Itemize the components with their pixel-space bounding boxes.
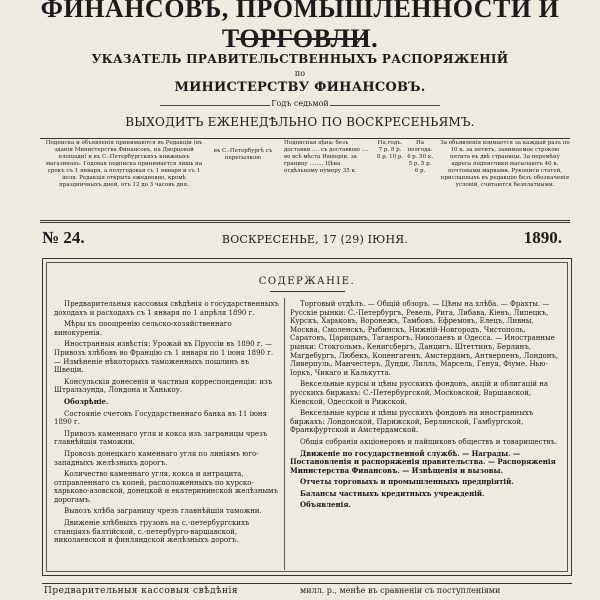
contents-item [290, 478, 560, 487]
contents-right-column [290, 300, 560, 513]
contents-item [290, 450, 560, 476]
info-bottom-rule-double [40, 222, 570, 223]
contents-item: Провозъ донецкаго каменнаго угля по линіямъ юго-западныхъ желѣзныхъ дорогъ. [54, 449, 259, 467]
contents-item: Мѣры къ поощренію сельско-хозяйственнаго винокуренія. [54, 320, 232, 337]
contents-item: Консульскія донесенія и частныя корреспонденціи: изъ Штральзунда, Лондона и Ханькоу. [54, 377, 273, 395]
issue-number: № 24. [42, 228, 85, 247]
contents-item-bold: Балансы частныхъ кредитныхъ учрежденій. [300, 488, 485, 498]
info-top-rule [40, 138, 570, 139]
contents-item: Иностранныя извѣстія: Урожай въ Пруссіи въ 1890 г. — Привозъ хлѣбовъ во Францію съ 1 января по 1 іюня 1890 г. — Измѣненіе нѣкоторыхъ таможенныхъ пошлинъ въ Швеціи. [54, 340, 274, 375]
contents-item-bold: Обозрѣніе. [64, 396, 109, 406]
next-article-text-fragment: милл. р., менѣе въ сравненіи съ поступленіями [300, 586, 501, 595]
contents-title: СОДЕРЖАНІЕ. [258, 276, 356, 287]
contents-item [54, 398, 280, 407]
contents-item: Вывозъ хлѣба заграницу чрезъ главнѣйшія таможни. [64, 507, 262, 516]
price-half-year: На полгода. 4 р. 50 к. 5 р. 5 р. 6 р. [406, 140, 434, 174]
contents-item: Привозъ каменнаго угля и кокса изъ заграницы чрезъ главнѣйшія таможни. [54, 429, 268, 447]
subtitle-line-1: УКАЗАТЕЛЬ ПРАВИТЕЛЬСТВЕННЫХЪ РАСПОРЯЖЕНІЙ [91, 52, 509, 66]
contents-item: Общія собранія акціонеровъ и пайщиковъ обществъ и товариществъ. [300, 437, 558, 446]
info-bottom-rule [40, 220, 570, 221]
next-article-heading-fragment: Предварительныя кассовыя свѣдѣнія [44, 586, 239, 596]
contents-item: Количество каменнаго угля, кокса и антрацита, отправленнаго съ копей, расположенныхъ по курско-харьково-азовской, донецкой и екатерининской желѣзнымъ дорогамъ. [54, 470, 278, 504]
publication-frequency: ВЫХОДИТЪ ЕЖЕНЕДѢЛЬНО ПО ВОСКРЕСЕНЬЯМЪ. [125, 115, 475, 129]
subtitle-po: по [294, 69, 306, 78]
issue-date: ВОСКРЕСЕНЬЕ, 17 (29) ІЮНЯ. [221, 233, 409, 246]
contents-item [290, 490, 560, 499]
year-line-left-rule [160, 105, 270, 106]
contents-item [290, 501, 560, 510]
contents-item: Вексельные курсы и цѣны русскихъ фондовъ, акцій и облигацій на русскихъ биржахъ: С.-Петербургской, Московской, Варшавской, Кіевской, Одесской и Рижской. [290, 380, 549, 406]
bottom-rule [42, 583, 572, 584]
masthead-title: ФИНАНСОВЪ, ПРОМЫШЛЕННОСТИ И ТОРГОВЛИ. [40, 0, 560, 53]
issue-year: 1890. [523, 228, 562, 247]
price-year: На годъ. 7 р. 8 р. 8 р. 10 р. [376, 140, 404, 160]
contents-column-divider [284, 298, 285, 570]
subtitle-line-2: МИНИСТЕРСТВУ ФИНАНСОВЪ. [174, 80, 426, 95]
contents-item: Предварительныя кассовыя свѣдѣнія о государственныхъ доходахъ и расходахъ съ 1 января по 1 апрѣля 1890 г. [54, 300, 279, 317]
year-line [150, 99, 450, 108]
delivery-location: въ С.-Петербургѣ съ пересылкою [213, 148, 273, 161]
year-line-text: Годъ седьмой [271, 99, 329, 108]
price-labels: Подписная цѣна: безъ доставки .... съ доставкою .... во всѣ мѣста Имперіи. за границу ........ Цѣна отдѣльному нумеру 35 к. [284, 140, 369, 174]
contents-title-rule [270, 291, 345, 292]
contents-item-bold: Объявленія. [300, 500, 351, 510]
masthead-rule [236, 38, 364, 40]
contents-item: Состояніе счетовъ Государственнаго банка въ 11 іюня 1890 г. [54, 409, 267, 427]
contents-item-bold: Отчеты торговыхъ и промышленныхъ предпріятій. [300, 477, 514, 487]
contents-left-column [54, 300, 280, 548]
subscription-info: Подписка и объявленія принимаются въ Редакціи (въ зданіи Министерства Финансовъ, на Дворцовой площади) и въ С.-Петербургскихъ книжныхъ магазинахъ. Годовая подписка принимается лишь на срокъ съ 1 января, а полугодовая съ 1 января и съ 1 іюля. Редакція открыта ежедневно, кромѣ праздничныхъ дней, отъ 12 до 3 часовъ дня. [45, 140, 203, 188]
advert-info: За объявленія взимается за каждый разъ по 10 к. за петитъ, занимаемое строкою петита въ двѣ страницы. За перемѣну адреса подписчики высылаютъ 40 к. почтовыми марками. Рукописи статей, присланныхъ въ редакцію безъ обозначенія условій, считаются безплатными. [440, 140, 570, 188]
contents-item: Вексельные курсы и цѣны русскихъ фондовъ на иностранныхъ биржахъ: Лондонской, Парижской, Берлинской, Гамбургской, Франкфуртской и Амстердамской. [290, 409, 534, 435]
contents-item-bold: Движеніе по государственной службѣ. — Награды. — Постановленія и распоряженія правительства. — Распоряженія Министерства Финансовъ. — Извѣщенія и вызовы. [290, 448, 556, 475]
contents-item: Торговый отдѣлъ. — Общій обзоръ. — Цѣны на хлѣба. — Фрахты. — Русскіе рынки: С.-Петербургъ, Ревель, Рига, Либава, Кіевъ, Липецкъ, Курскъ, Харьковъ, Воронежъ, Тамбовъ, Ефремовъ, Елецъ, Ливны, Москва, Смоленскъ, Рыбинскъ, Нижній-Новгородъ, Чистополь, Саратовъ, Царицынъ, Таганрогъ, Николаевъ и Одесса. — Иностранные рынки: Стокгольмъ, Кенигсбергъ, Данцигъ, Штеттинъ, Берлинъ, Магдебургъ, Любекъ, Копенгагенъ, Амстердамъ, Антверпенъ, Лондонъ, Ливерпуль, Манчестеръ, Дунди, Лилль, Марсель, Генуя, Фіуме, Нью-Іоркъ, Чикаго и Калькутта. [290, 300, 559, 377]
year-line-right-rule [330, 105, 440, 106]
contents-item: Движеніе хлѣбныхъ грузовъ на с.-петербургскихъ станціяхъ балтійской, с.-петербурго-варшавской, николаевской и финляндской желѣзныхъ дорогъ. [54, 519, 250, 545]
